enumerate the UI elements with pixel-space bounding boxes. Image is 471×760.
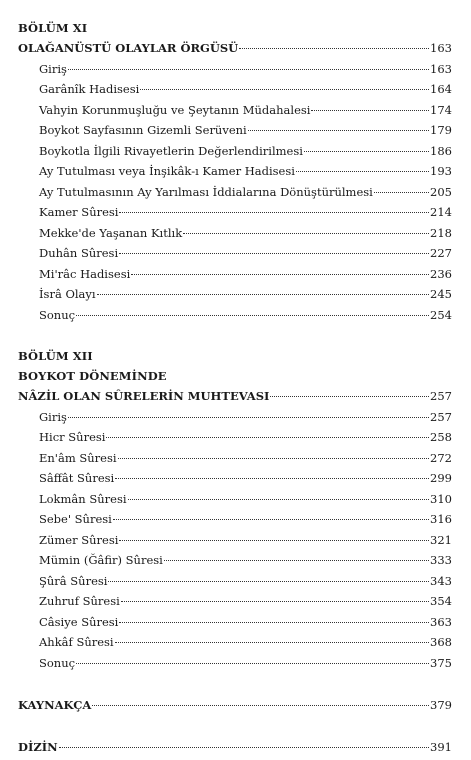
dot-leader (115, 478, 429, 479)
toc-entry[interactable] (18, 489, 452, 510)
dot-leader (131, 274, 429, 275)
toc-entry[interactable] (18, 591, 452, 612)
toc-entry-page: 258 (430, 430, 452, 444)
toc-entry-title: Ay Tutulmasının Ay Yarılması İddialarına Dönüştürülmesi (39, 184, 373, 199)
dot-leader (248, 130, 429, 131)
toc-entry-page: 257 (430, 409, 452, 424)
toc-entry-page: 321 (430, 532, 452, 547)
toc-entry-title: Ay Tutulması veya İnşikâk-ı Kamer Hadisesi (39, 164, 295, 178)
toc-entry[interactable] (18, 202, 452, 223)
toc-entry-page: 310 (430, 491, 452, 506)
toc-entry-title: Duhân Sûresi (39, 246, 119, 260)
toc-entry[interactable] (18, 571, 452, 592)
toc-entry-page: 193 (430, 164, 452, 178)
toc-entry-title: Mi'râc Hadisesi (39, 266, 131, 281)
toc-entry[interactable] (18, 223, 452, 244)
dot-leader (119, 212, 429, 213)
toc-entry-page: 254 (430, 307, 452, 322)
dot-leader (119, 253, 429, 254)
dot-leader (374, 192, 429, 193)
toc-entry-title: Şûrâ Sûresi (39, 573, 108, 588)
toc-entry-page: 272 (430, 450, 452, 465)
toc-entry-title: Ahkâf Sûresi (39, 635, 114, 649)
toc-entry-page: 368 (430, 635, 452, 649)
dot-leader (128, 499, 430, 500)
toc-entry[interactable] (18, 448, 452, 469)
chapter-12-title-entry[interactable] (18, 386, 452, 407)
dot-leader (183, 233, 429, 234)
toc-entry-page: 218 (430, 225, 452, 240)
chapter-12-title: NÂZİL OLAN SÛRELERİN MUHTEVASI (18, 389, 270, 403)
kaynakca-entry[interactable] (18, 695, 452, 716)
dot-leader (118, 458, 430, 459)
kaynakca-title: KAYNAKÇA (18, 698, 92, 712)
toc-entry-page: 333 (430, 553, 452, 567)
chapter-12-items (18, 407, 452, 674)
toc-entry[interactable] (18, 264, 452, 285)
chapter-11-section (18, 18, 452, 325)
kaynakca-page: 379 (430, 698, 452, 712)
toc-entry[interactable] (18, 509, 452, 530)
toc-entry-page: 205 (430, 184, 452, 199)
toc-entry[interactable] (18, 100, 452, 121)
toc-entry-title: Vahyin Korunmuşluğu ve Şeytanın Müdahalesi (39, 102, 311, 117)
dot-leader (164, 560, 429, 561)
dot-leader (68, 417, 429, 418)
toc-entry[interactable] (18, 243, 452, 264)
dot-leader (92, 705, 429, 706)
toc-entry[interactable] (18, 182, 452, 203)
dot-leader (304, 151, 429, 152)
dot-leader (113, 519, 429, 520)
toc-entry-title: Sonuç (39, 307, 76, 322)
dizin-title: DİZİN (18, 740, 58, 754)
toc-entry-title: Sonuç (39, 655, 76, 670)
dot-leader (311, 110, 429, 111)
chapter-12-title-line-1: BOYKOT DÖNEMİNDE (18, 369, 167, 383)
toc-entry[interactable] (18, 612, 452, 633)
dizin-section (18, 737, 452, 758)
toc-entry[interactable] (18, 530, 452, 551)
toc-entry-title: Hicr Sûresi (39, 430, 106, 444)
toc-entry-page: 316 (430, 512, 452, 526)
toc-entry[interactable] (18, 305, 452, 326)
chapter-12-page: 257 (430, 389, 452, 403)
dot-leader (239, 48, 429, 49)
toc-entry-title: Lokmân Sûresi (39, 491, 127, 506)
dot-leader (119, 540, 429, 541)
toc-entry-page: 363 (430, 614, 452, 629)
toc-entry[interactable] (18, 141, 452, 162)
dot-leader (108, 581, 429, 582)
toc-entry-title: Garânîk Hadisesi (39, 82, 140, 96)
toc-entry-title: Boykotla İlgili Rivayetlerin Değerlendirilmesi (39, 143, 303, 158)
chapter-11-title: OLAĞANÜSTÜ OLAYLAR ÖRGÜSÜ (18, 41, 239, 55)
toc-entry[interactable] (18, 120, 452, 141)
toc-entry[interactable] (18, 284, 452, 305)
toc-entry-page: 214 (430, 205, 452, 219)
chapter-11-items (18, 59, 452, 326)
chapter-11-page: 163 (430, 41, 452, 55)
toc-entry-title: Kamer Sûresi (39, 205, 119, 219)
dot-leader (106, 437, 429, 438)
toc-entry-title: Mümin (Ğâfir) Sûresi (39, 553, 163, 567)
dizin-entry[interactable] (18, 737, 452, 758)
dot-leader (115, 642, 429, 643)
dot-leader (97, 294, 429, 295)
toc-entry-title: Giriş (39, 61, 67, 76)
dot-leader (270, 396, 429, 397)
dot-leader (76, 315, 429, 316)
toc-entry-title: Boykot Sayfasının Gizemli Serüveni (39, 123, 247, 137)
toc-entry-page: 236 (430, 266, 452, 281)
dot-leader (119, 622, 429, 623)
toc-entry-page: 179 (430, 123, 452, 137)
toc-entry-title: Mekke'de Yaşanan Kıtlık (39, 225, 183, 240)
toc-entry[interactable] (18, 427, 452, 448)
toc-entry[interactable] (18, 550, 452, 571)
chapter-12-label: BÖLÜM XII (18, 349, 93, 363)
toc-entry[interactable] (18, 468, 452, 489)
toc-entry-title: Sâffât Sûresi (39, 471, 115, 485)
toc-entry[interactable] (18, 59, 452, 80)
toc-entry[interactable] (18, 79, 452, 100)
toc-entry-title: Giriş (39, 409, 67, 424)
toc-entry-page: 375 (430, 655, 452, 670)
dizin-page: 391 (430, 740, 452, 754)
dot-leader (68, 69, 429, 70)
dot-leader (140, 89, 429, 90)
toc-entry-page: 186 (430, 143, 452, 158)
toc-entry-title: En'âm Sûresi (39, 450, 117, 465)
toc-entry-page: 163 (430, 61, 452, 76)
toc-entry-title: Sebe' Sûresi (39, 512, 112, 526)
chapter-11-title-entry[interactable] (18, 38, 452, 59)
toc-entry-page: 343 (430, 573, 452, 588)
toc-entry[interactable] (18, 632, 452, 653)
toc-entry[interactable] (18, 161, 452, 182)
dot-leader (59, 747, 429, 748)
toc-entry-page: 164 (430, 82, 452, 96)
kaynakca-section (18, 695, 452, 716)
dot-leader (296, 171, 429, 172)
toc-entry-title: Zümer Sûresi (39, 532, 119, 547)
toc-entry-title: İsrâ Olayı (39, 287, 96, 301)
toc-entry-page: 245 (430, 287, 452, 301)
chapter-11-label: BÖLÜM XI (18, 21, 88, 35)
chapter-12-section (18, 346, 452, 673)
toc-entry[interactable] (18, 407, 452, 428)
toc-entry-page: 227 (430, 246, 452, 260)
dot-leader (76, 663, 429, 664)
dot-leader (121, 601, 429, 602)
toc-entry-page: 299 (430, 471, 452, 485)
toc-entry-page: 174 (430, 102, 452, 117)
toc-entry-title: Câsiye Sûresi (39, 614, 119, 629)
toc-entry-title: Zuhruf Sûresi (39, 594, 120, 608)
toc-entry-page: 354 (430, 594, 452, 608)
toc-entry[interactable] (18, 653, 452, 674)
